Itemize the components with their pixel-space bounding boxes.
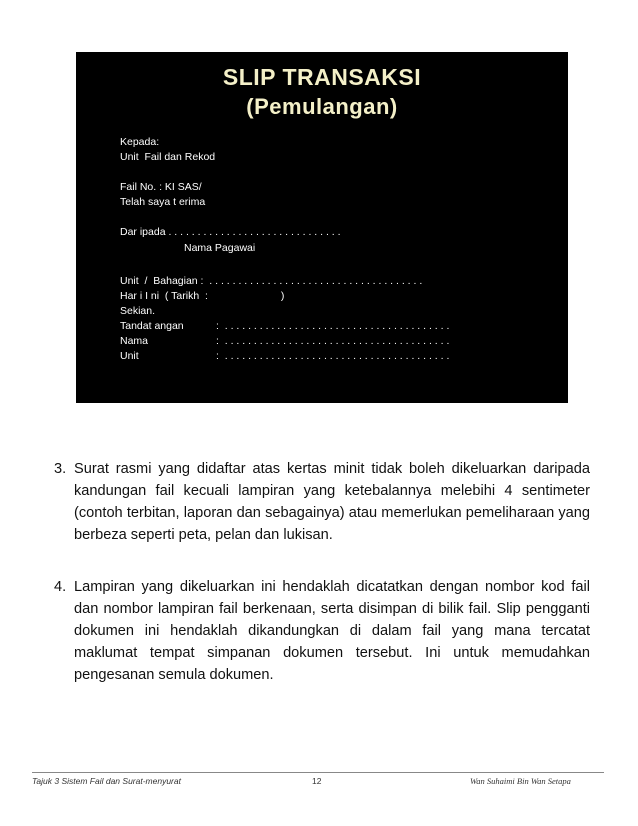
slip-dots-nama: : . . . . . . . . . . . . . . . . . . . . . . . . . . . . . . . . . . . . . . . [216, 335, 450, 347]
list-item-3 [54, 458, 590, 546]
slip-line-daripada: Dar ipada . . . . . . . . . . . . . . . . . . . . . . . . . . . . . . [120, 226, 341, 238]
slip-line-sekian: Sekian. [120, 305, 156, 317]
list-item-text: Surat rasmi yang didaftar atas kertas minit tidak boleh dikeluarkan daripada kandungan fail kecuali lampiran yang ketebalannya melebihi 4 sentimeter (contoh terbitan, laporan dan sebagainya) atau memerlukan pemeliharaan yang berbeza seperti peta, pelan dan lukisan. [74, 461, 590, 543]
footer-chapter-title: Tajuk 3 Sistem Fail dan Surat-menyurat [32, 776, 181, 786]
slip-line-unit-fail: Unit Fail dan Rekod [120, 151, 216, 163]
list-item-text: Lampiran yang dikeluarkan ini hendaklah dicatatkan dengan nombor kod fail dan nombor lampiran fail berkenaan, serta disimpan di bilik fail. Slip pengganti dokumen ini hendaklah dikandungkan di dalam fail yang mana tercatat maklumat tempat simpanan dokumen tersebut. Ini untuk memudahkan pengesanan semula dokumen. [74, 579, 590, 683]
list-item-number: 4. [54, 579, 67, 595]
slip-label-unit: Unit [120, 350, 139, 362]
slip-dots-unit: : . . . . . . . . . . . . . . . . . . . . . . . . . . . . . . . . . . . . . . . [216, 350, 450, 362]
slip-label-tandatangan: Tandat angan [120, 320, 184, 332]
slip-label-nama: Nama [120, 335, 149, 347]
slip-line-kepada: Kepada: [120, 136, 160, 148]
list-item-number: 3. [54, 461, 67, 477]
slip-line-telah-terima: Telah saya t erima [120, 196, 206, 208]
slip-title: SLIP TRANSAKSI [222, 64, 422, 90]
slip-line-unit-bahagian: Unit / Bahagian : . . . . . . . . . . . . . . . . . . . . . . . . . . . . . . . . . . . . . [120, 275, 423, 287]
slip-line-hari-ini: Har i I ni ( Tarikh : ) [120, 290, 285, 302]
footer-author: Wan Suhaimi Bin Wan Setapa [470, 776, 571, 786]
slip-line-nama-pegawai: Nama Pagawai [184, 242, 256, 254]
slip-dots-tandatangan: : . . . . . . . . . . . . . . . . . . . . . . . . . . . . . . . . . . . . . . . [216, 320, 450, 332]
list-item-4 [54, 576, 590, 686]
footer-divider [32, 772, 604, 773]
slip-line-fail-no: Fail No. : KI SAS/ [120, 181, 202, 193]
slip-transaksi-image [76, 52, 568, 403]
slip-subtitle: (Pemulangan) [246, 94, 398, 119]
footer-page-number: 12 [312, 776, 322, 786]
